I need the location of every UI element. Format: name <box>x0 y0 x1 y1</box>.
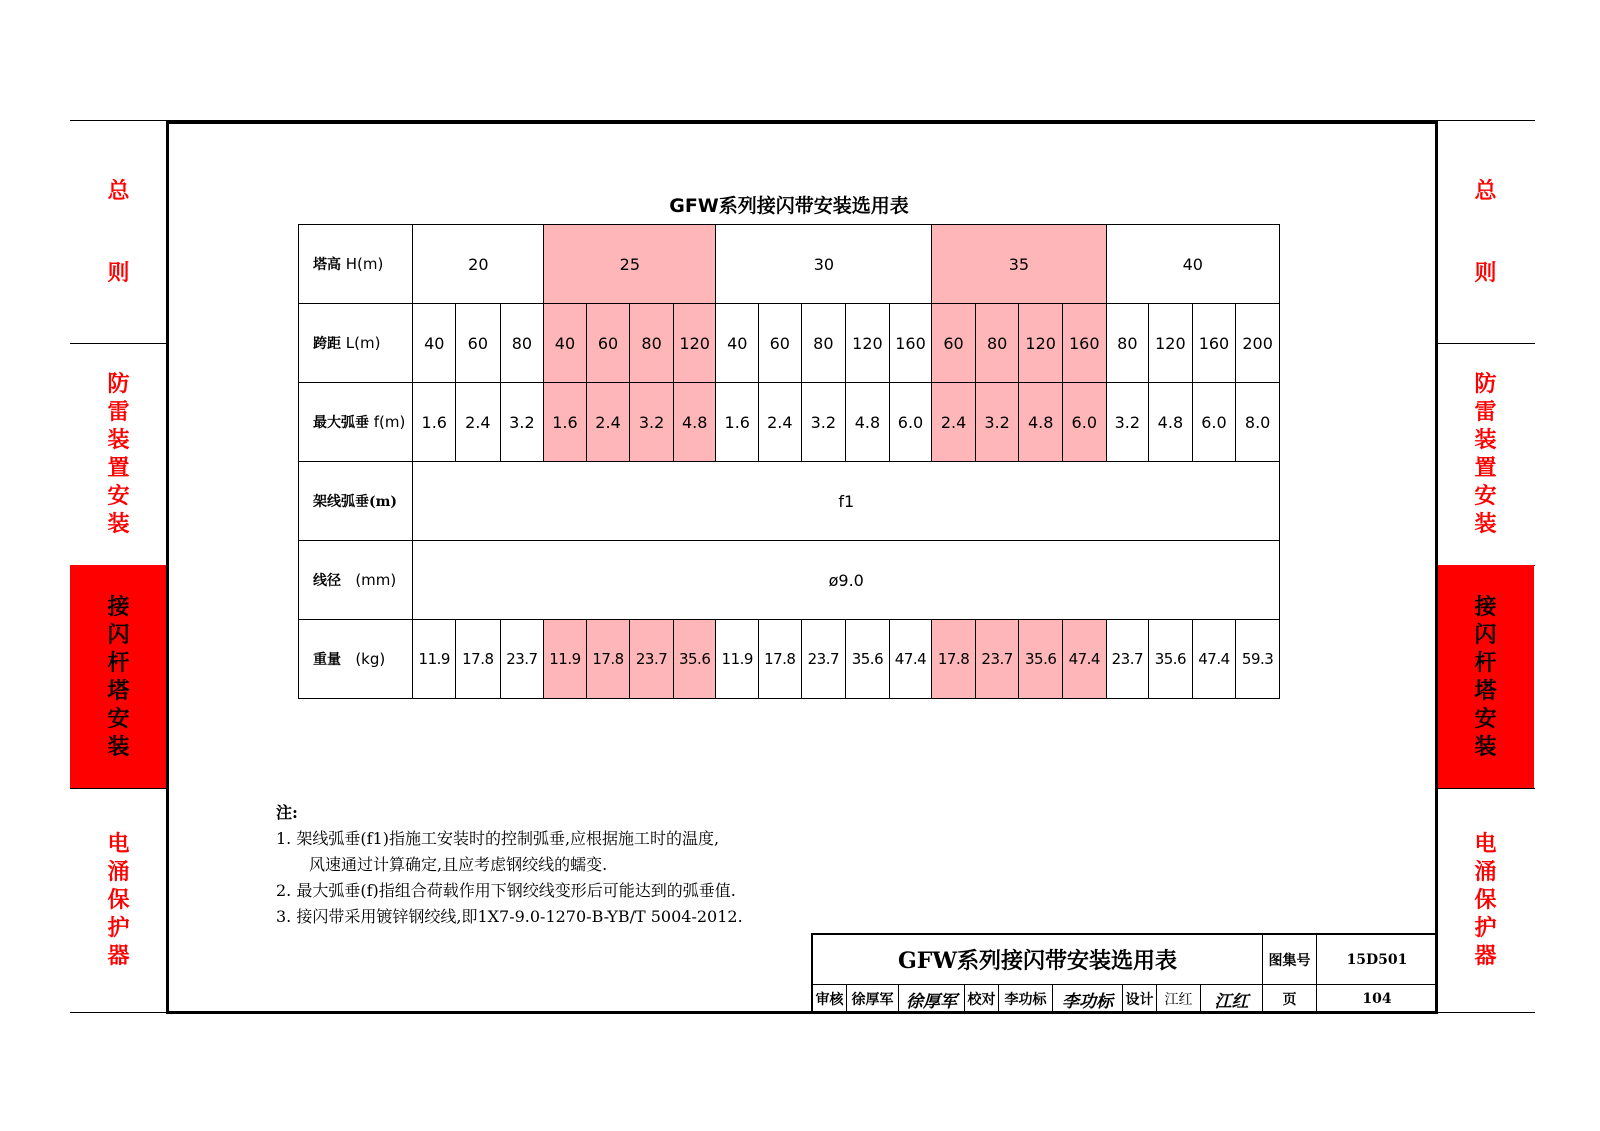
notes <box>276 800 743 930</box>
sidebar-item-general[interactable] <box>1437 120 1534 343</box>
tower-height-cell: 20 <box>413 225 544 304</box>
notes-title: 注: <box>276 803 298 822</box>
spans-cell: 40 <box>413 304 456 383</box>
spans-cell: 80 <box>630 304 674 383</box>
weight-cell: 23.7 <box>500 620 544 699</box>
design-label: 设计 <box>1123 985 1157 1013</box>
max-sag-cell: 1.6 <box>413 383 456 462</box>
row-header: 线径 (mm) <box>299 541 413 620</box>
sidebar-label: 电 涌 保 护 器 <box>107 831 130 969</box>
sidebar-label: 总 则 <box>1474 177 1497 286</box>
spans-cell: 80 <box>500 304 544 383</box>
checker-name: 李功标 <box>999 985 1053 1013</box>
diameter-row <box>299 541 1280 620</box>
sidebar-item-surge-protector[interactable] <box>1437 788 1534 1012</box>
weight-cell: 17.8 <box>586 620 630 699</box>
sidebar-item-surge-protector[interactable] <box>70 788 167 1012</box>
weight-cell: 23.7 <box>975 620 1019 699</box>
weight-cell: 17.8 <box>456 620 501 699</box>
max-sag-cell: 4.8 <box>1019 383 1063 462</box>
spans-cell: 120 <box>846 304 890 383</box>
weight-cell: 35.6 <box>1149 620 1193 699</box>
max-sag-cell: 6.0 <box>1192 383 1236 462</box>
max-sag-cell: 4.8 <box>846 383 890 462</box>
row-header: 最大弧垂 f(m) <box>299 383 413 462</box>
sidebar-item-air-terminal-tower[interactable] <box>1437 565 1534 788</box>
spans-cell: 160 <box>1192 304 1236 383</box>
table-title: GFW系列接闪带安装选用表 <box>669 195 909 217</box>
weight-cell: 47.4 <box>889 620 932 699</box>
tower-height-row <box>299 225 1280 304</box>
spans-cell: 60 <box>932 304 976 383</box>
weight-cell: 23.7 <box>801 620 846 699</box>
weight-cell: 17.8 <box>932 620 976 699</box>
max-sag-cell: 6.0 <box>889 383 932 462</box>
cable-sag-row <box>299 462 1280 541</box>
sidebar-label: 接 闪 杆 塔 安 装 <box>1474 593 1497 760</box>
right-sidebar <box>1437 120 1534 1012</box>
reviewer-signature: 徐厚军 <box>899 985 965 1013</box>
spans-cell: 120 <box>1019 304 1063 383</box>
max-sag-cell: 3.2 <box>801 383 846 462</box>
note-3: 3. 接闪带采用镀锌钢绞线,即1X7-9.0-1270-B-YB/T 5004-2012. <box>276 907 743 926</box>
note-1: 1. 架线弧垂(f1)指施工安装时的控制弧垂,应根据施工时的温度, <box>276 829 720 848</box>
weight-cell: 59.3 <box>1236 620 1280 699</box>
note-2: 2. 最大弧垂(f)指组合荷载作用下钢绞线变形后可能达到的弧垂值. <box>276 881 736 900</box>
atlas-label: 图集号 <box>1263 935 1317 985</box>
span-row <box>299 304 1280 383</box>
sidebar-label: 电 涌 保 护 器 <box>1474 831 1497 969</box>
max-sag-cell: 3.2 <box>1106 383 1149 462</box>
weight-row <box>299 620 1280 699</box>
spans-cell: 80 <box>801 304 846 383</box>
weight-cell: 35.6 <box>1019 620 1063 699</box>
page-label: 页 <box>1263 985 1317 1013</box>
tower-height-cell: 40 <box>1106 225 1279 304</box>
sidebar-item-air-terminal-tower[interactable] <box>70 565 167 788</box>
page-number: 104 <box>1362 991 1392 1007</box>
max-sag-row <box>299 383 1280 462</box>
weight-cell: 23.7 <box>1106 620 1149 699</box>
reviewer-name: 徐厚军 <box>847 985 899 1013</box>
max-sag-cell: 4.8 <box>673 383 716 462</box>
note-1-cont: 风速通过计算确定,且应考虑钢绞线的蠕变. <box>309 855 608 874</box>
weight-cell: 35.6 <box>673 620 716 699</box>
max-sag-cell: 3.2 <box>630 383 674 462</box>
checker-signature: 李功标 <box>1053 985 1123 1013</box>
sidebar-label: 防 雷 装 置 安 装 <box>107 371 130 537</box>
row-header: 架线弧垂(m) <box>299 462 413 541</box>
sidebar-label: 防 雷 装 置 安 装 <box>1474 371 1497 537</box>
spans-cell: 80 <box>1106 304 1149 383</box>
max-sag-cell: 2.4 <box>932 383 976 462</box>
weight-cell: 17.8 <box>759 620 802 699</box>
max-sag-cell: 1.6 <box>716 383 759 462</box>
max-sag-cell: 3.2 <box>975 383 1019 462</box>
cable-sag-value: f1 <box>413 462 1280 541</box>
spans-cell: 200 <box>1236 304 1280 383</box>
row-header: 塔高 H(m) <box>299 225 413 304</box>
max-sag-cell: 2.4 <box>586 383 630 462</box>
sidebar-item-general[interactable] <box>70 120 167 343</box>
max-sag-cell: 2.4 <box>456 383 501 462</box>
max-sag-cell: 2.4 <box>759 383 802 462</box>
weight-cell: 35.6 <box>846 620 890 699</box>
max-sag-cell: 8.0 <box>1236 383 1280 462</box>
weight-cell: 23.7 <box>630 620 674 699</box>
check-label: 校对 <box>965 985 999 1013</box>
max-sag-cell: 6.0 <box>1062 383 1106 462</box>
spans-cell: 60 <box>586 304 630 383</box>
max-sag-cell: 3.2 <box>500 383 544 462</box>
atlas-number: 15D501 <box>1317 935 1437 985</box>
weight-cell: 11.9 <box>413 620 456 699</box>
title-block-title: GFW系列接闪带安装选用表 <box>813 935 1263 985</box>
sidebar-label: 接 闪 杆 塔 安 装 <box>107 593 130 760</box>
review-label: 审核 <box>813 985 847 1013</box>
spans-cell: 40 <box>544 304 587 383</box>
designer-signature: 江红 <box>1201 985 1263 1013</box>
max-sag-cell: 4.8 <box>1149 383 1193 462</box>
selection-table <box>298 224 1280 699</box>
tower-height-cell: 25 <box>544 225 716 304</box>
designer-name: 江红 <box>1157 985 1201 1013</box>
left-sidebar <box>70 120 167 1012</box>
spans-cell: 160 <box>1062 304 1106 383</box>
spans-cell: 60 <box>759 304 802 383</box>
weight-cell: 11.9 <box>544 620 587 699</box>
max-sag-cell: 1.6 <box>544 383 587 462</box>
row-header: 跨距 L(m) <box>299 304 413 383</box>
spans-cell: 120 <box>673 304 716 383</box>
sidebar-item-lightning-device[interactable] <box>1437 343 1534 565</box>
sidebar-label: 总 则 <box>107 177 130 286</box>
tower-height-cell: 30 <box>716 225 932 304</box>
spans-cell: 40 <box>716 304 759 383</box>
diameter-value: ø9.0 <box>413 541 1280 620</box>
tower-height-cell: 35 <box>932 225 1106 304</box>
spans-cell: 160 <box>889 304 932 383</box>
spans-cell: 60 <box>456 304 501 383</box>
spans-cell: 80 <box>975 304 1019 383</box>
weight-cell: 47.4 <box>1062 620 1106 699</box>
spans-cell: 120 <box>1149 304 1193 383</box>
title-block <box>811 933 1435 1011</box>
weight-cell: 47.4 <box>1192 620 1236 699</box>
weight-cell: 11.9 <box>716 620 759 699</box>
row-header: 重量 (kg) <box>299 620 413 699</box>
sidebar-item-lightning-device[interactable] <box>70 343 167 565</box>
